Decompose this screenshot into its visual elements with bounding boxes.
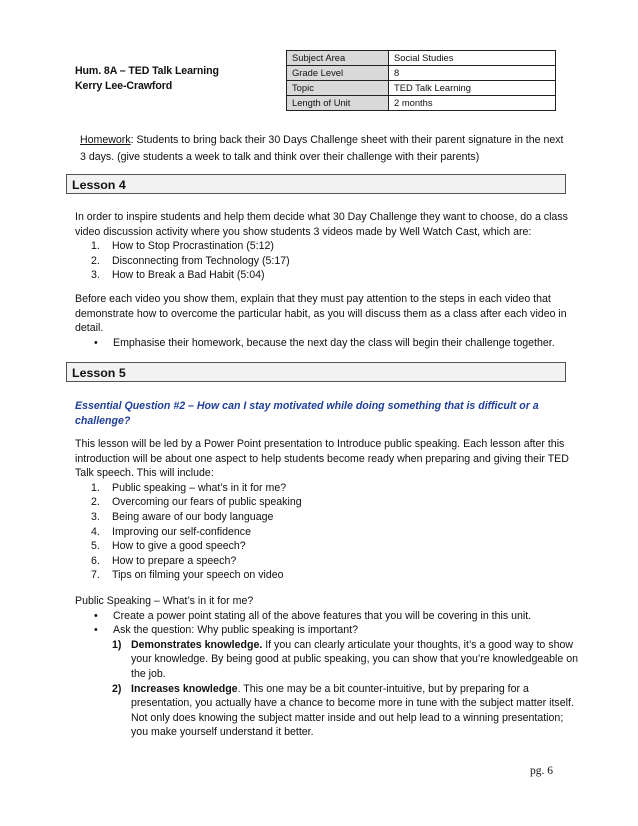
lesson-4-heading: Lesson 4	[66, 174, 566, 194]
homework-label: Homework	[80, 134, 131, 146]
document-header	[75, 64, 219, 94]
table-row	[287, 51, 556, 66]
lesson-5-intro: This lesson will be led by a Power Point presentation to Introduce public speaking. Each lesson after this introduction will be about one aspect to help students become ready when preparing and giving their TED Talk speech. This will include:	[75, 438, 569, 480]
list-item: • Ask the question: Why public speaking is important?	[94, 624, 358, 637]
list-item: • Create a power point stating all of the above features that you will be covering in this unit.	[94, 609, 532, 622]
teacher-name: Kerry Lee-Crawford	[75, 80, 173, 92]
lesson-4-bullets	[75, 336, 575, 351]
homework-text: : Students to bring back their 30 Days Challenge sheet with their parent signature in the next 3 days. (give students a week to talk and think over their challenge with their parents)	[80, 134, 564, 163]
list-item: • Emphasise their homework, because the next day the class will begin their challenge together.	[94, 336, 555, 349]
lesson-5-bullets	[75, 609, 580, 638]
list-item: 2) Increases knowledge. This one may be a bit counter-intuitive, but by preparing for a presentation, you actually have a chance to become more in tune with the subject matter itself. Not only does knowing the subject matter inside and out help lead to a winning presentation; you make yourself understand it better.	[112, 682, 574, 739]
list-item: 5. How to give a good speech?	[91, 540, 246, 553]
table-label-cell: Topic	[287, 81, 389, 96]
list-item: 2. Disconnecting from Technology (5:17)	[91, 254, 290, 267]
table-row	[287, 96, 556, 111]
table-label-cell: Subject Area	[287, 51, 389, 66]
list-item: 1. Public speaking – what’s in it for me?	[91, 481, 287, 494]
course-title: Hum. 8A – TED Talk Learning	[75, 65, 219, 77]
section-heading: Public Speaking – What’s in it for me?	[75, 595, 254, 607]
table-row	[287, 81, 556, 96]
unit-info-table	[286, 50, 556, 111]
lesson-4-intro: In order to inspire students and help them decide what 30 Day Challenge they want to choose, do a class video discussion activity where you show students 3 videos made by Well Watch Cast, which are:	[75, 211, 568, 238]
public-speaking-section	[75, 594, 580, 740]
table-row	[287, 66, 556, 81]
table-label-cell: Length of Unit	[287, 96, 389, 111]
homework-note	[80, 132, 570, 165]
table-value-cell: 8	[389, 66, 556, 81]
lesson-5-heading: Lesson 5	[66, 362, 566, 382]
lesson-5-body	[75, 437, 580, 583]
table-value-cell: TED Talk Learning	[389, 81, 556, 96]
list-item: 2. Overcoming our fears of public speaking	[91, 496, 302, 509]
list-item: 7. Tips on filming your speech on video	[91, 569, 284, 582]
list-item: 3. Being aware of our body language	[91, 510, 274, 523]
reasons-list	[75, 638, 580, 740]
list-item: 1. How to Stop Procrastination (5:12)	[91, 240, 274, 253]
list-item: 6. How to prepare a speech?	[91, 554, 237, 567]
topic-list	[75, 481, 580, 583]
table-value-cell: Social Studies	[389, 51, 556, 66]
table-label-cell: Grade Level	[287, 66, 389, 81]
lesson-4-before-text: Before each video you show them, explain that they must pay attention to the steps in each video that demonstrate how to overcome the particular habit, as you will discuss them as a class after each video in detail.	[75, 293, 567, 335]
list-item: 1) Demonstrates knowledge. If you can clearly articulate your thoughts, it’s a good way to show your knowledge. By being good at public speaking, you can show that you’re knowledgeable on the job.	[112, 638, 579, 680]
essential-question: Essential Question #2 – How can I stay motivated while doing something that is difficult or a challenge?	[75, 400, 539, 427]
list-item: 3. How to Break a Bad Habit (5:04)	[91, 269, 265, 282]
table-value-cell: 2 months	[389, 96, 556, 111]
page-number: pg. 6	[530, 765, 553, 777]
list-item: 4. Improving our self-confidence	[91, 525, 251, 538]
video-list	[75, 239, 575, 283]
lesson-4-body	[75, 210, 575, 283]
lesson-4-instructions	[75, 292, 575, 350]
